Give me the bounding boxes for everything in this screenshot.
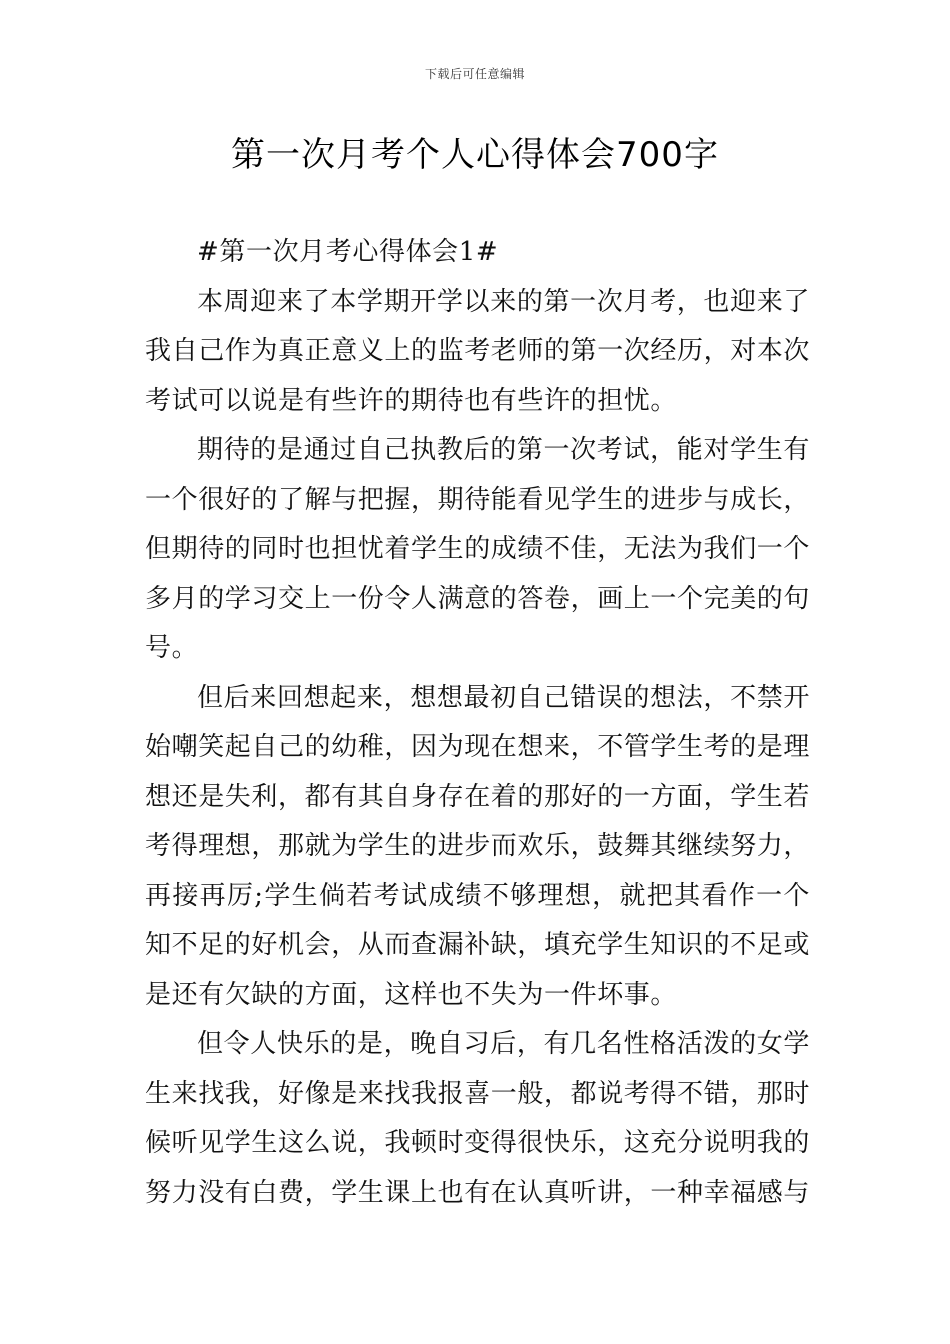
paragraph-1: 本周迎来了本学期开学以来的第一次月考，也迎来了我自己作为真正意义上的监考老师的第一次经历，对本次考试可以说是有些许的期待也有些许的担忧。 (145, 286, 811, 416)
paragraph-4: 但令人快乐的是，晚自习后，有几名性格活泼的女学生来找我，好像是来找我报喜一般，都说考得不错，那时候听见学生这么说，我顿时变得很快乐，这充分说明我的努力没有白费，学生课上也有在认真听讲，一种幸福感与 (145, 1029, 811, 1208)
section-heading: #第一次月考心得体会1# (197, 237, 499, 267)
document-title: 第一次月考个人心得体会700字 (231, 135, 719, 175)
paragraph-2: 期待的是通过自己执教后的第一次考试，能对学生有一个很好的了解与把握，期待能看见学生的进步与成长，但期待的同时也担忧着学生的成绩不佳，无法为我们一个多月的学习交上一份令人满意的答卷，画上一个完美的句号。 (145, 435, 811, 663)
document-body (145, 228, 810, 1218)
paragraph-3: 但后来回想起来，想想最初自己错误的想法，不禁开始嘲笑起自己的幼稚，因为现在想来，不管学生考的是理想还是失利，都有其自身存在着的那好的一方面，学生若考得理想，那就为学生的进步而欢乐，鼓舞其继续努力，再接再厉;学生倘若考试成绩不够理想，就把其看作一个知不足的好机会，从而查漏补缺，填充学生知识的不足或是还有欠缺的方面，这样也不失为一件坏事。 (145, 682, 811, 1010)
header-note: 下载后可任意编辑 (424, 67, 525, 81)
